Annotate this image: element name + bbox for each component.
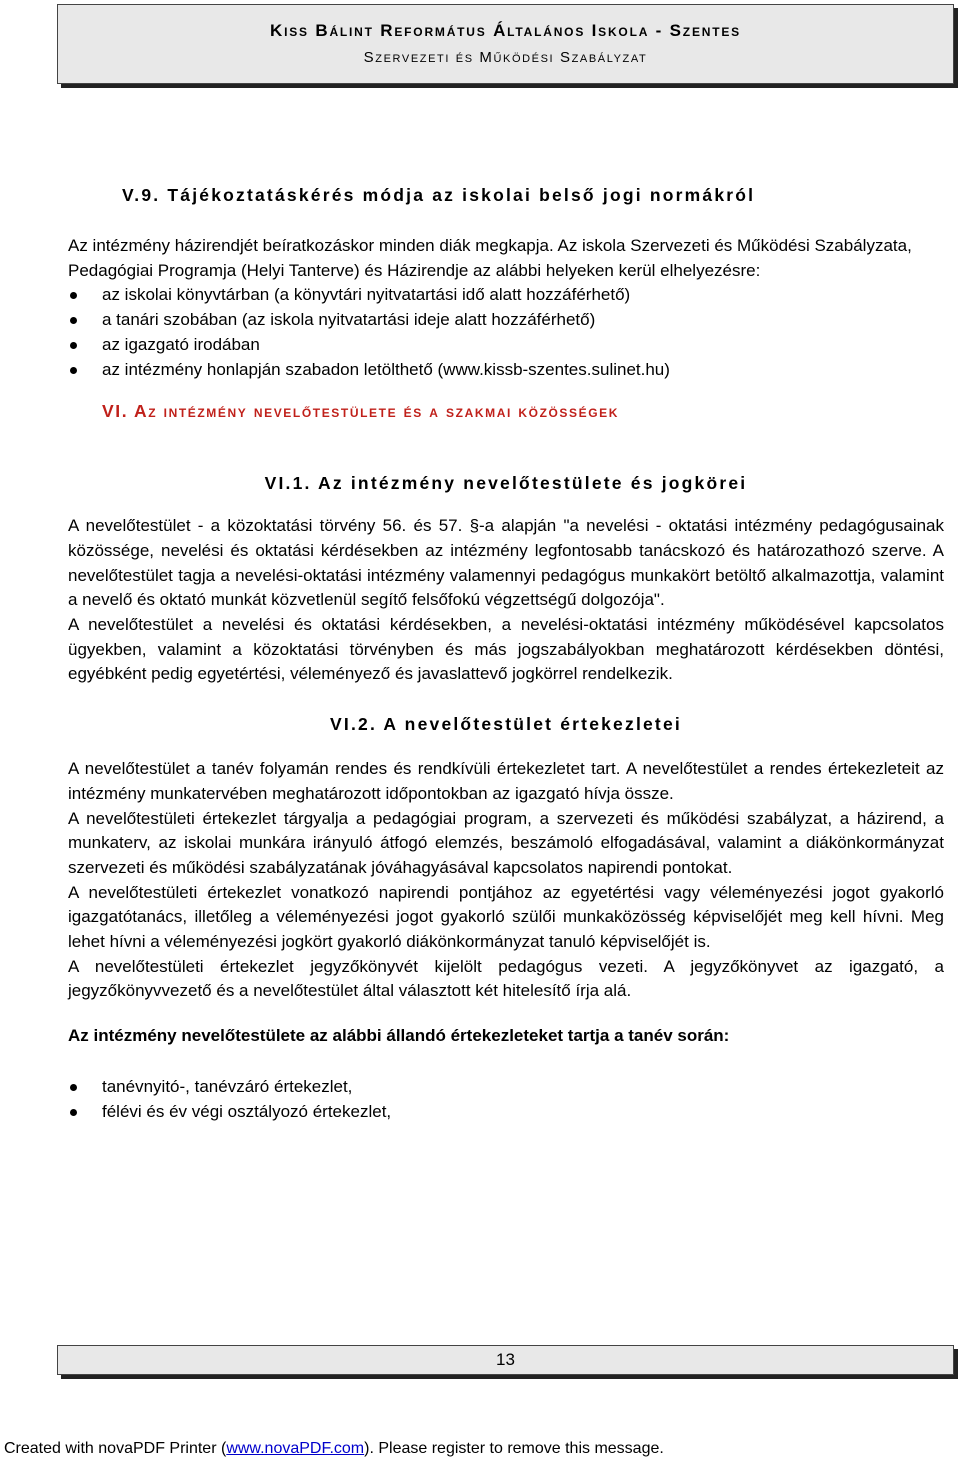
page-number: 13 (496, 1350, 515, 1369)
list-item: félévi és év végi osztályozó értekezlet, (68, 1100, 944, 1125)
bullet-icon (70, 1084, 77, 1091)
bullet-icon (70, 292, 77, 299)
list-item: az iskolai könyvtárban (a könyvtári nyitvatartási idő alatt hozzáférhető) (68, 283, 944, 308)
header-subtitle: Szervezeti és Működési Szabályzat (363, 49, 648, 66)
list-item: az igazgató irodában (68, 333, 944, 358)
header-title: Kiss Bálint Református Általános Iskola - Szentes (270, 21, 741, 40)
standing-meetings-heading: Az intézmény nevelőtestülete az alábbi állandó értekezleteket tartja a tanév során: (68, 1026, 730, 1046)
list-item: tanévnyitó-, tanévzáró értekezlet, (68, 1075, 944, 1100)
bullet-icon (70, 367, 77, 374)
section-heading-vi1: VI.1. Az intézmény nevelőtestülete és jogkörei (264, 473, 748, 494)
chapter-heading-vi: VI. Az intézmény nevelőtestülete és a szakmai közösségek (102, 401, 620, 422)
list-item: az intézmény honlapján szabadon letölthető (www.kissb-szentes.sulinet.hu) (68, 358, 944, 383)
meeting-list (68, 1075, 944, 1124)
paragraph-vi2-1: A nevelőtestület a tanév folyamán rendes és rendkívüli értekezletet tart. A nevelőtestület a rendes értekezleteit az intézmény munkatervében meghatározott időpontokban az igazgató hívja össze. (68, 759, 944, 803)
bullet-icon (70, 1109, 77, 1116)
bullet-icon (70, 317, 77, 324)
novapdf-link[interactable]: www.novaPDF.com (226, 1440, 365, 1457)
paragraph-vi1-2: A nevelőtestület a nevelési és oktatási kérdésekben, a nevelési-oktatási intézmény működésével kapcsolatos ügyekben, valamint a közoktatási törvényben és más jogszabályokban meghatározott kérdésekben döntési, egyébként pedig egyetértési, véleményező és javaslattevő jogkörrel rendelkezik. (68, 615, 944, 684)
page-header (57, 4, 954, 84)
section-heading-v9: V.9. Tájékoztatáskérés módja az iskolai belső jogi normákról (122, 185, 756, 205)
paragraph-vi2-4: A nevelőtestületi értekezlet jegyzőkönyvét kijelölt pedagógus vezeti. A jegyzőkönyvet az igazgató, a jegyzőkönyvvezető és a nevelőtestület által választott két hitelesítő írja alá. (68, 956, 944, 1001)
page-footer (57, 1345, 954, 1375)
document-body (68, 180, 944, 1124)
list-item: a tanári szobában (az iskola nyitvatartási ideje alatt hozzáférhető) (68, 308, 944, 333)
bullet-icon (70, 342, 77, 349)
paragraph-vi2-3: A nevelőtestületi értekezlet vonatkozó napirendi pontjához az egyetértési vagy véleményezési jogot gyakorló igazgatótanács, illetőleg a véleményezési jogot gyakorló szülői munkaközösség képviselőjét meg kell hívni. Meg lehet hívni a véleményezési jogkört gyakorló diákönkormányzat tanuló képviselőjét is. (68, 882, 944, 952)
section-heading-vi2: VI.2. A nevelőtestület értekezletei (330, 714, 682, 735)
location-list (68, 283, 944, 382)
novapdf-notice: Created with novaPDF Printer (www.novaPDF.com). Please register to remove this message. (4, 1440, 664, 1457)
paragraph-v9-intro: Az intézmény házirendjét beíratkozáskor minden diák megkapja. Az iskola Szervezeti és Működési Szabályzata, Pedagógiai Programja (Helyi Tanterve) és Házirendje az alábbi helyeken kerül elhelyezésre: (68, 236, 912, 280)
paragraph-vi2-2: A nevelőtestületi értekezlet tárgyalja a pedagógiai program, a szervezeti és működési szabályzat, a házirend, a munkaterv, az iskolai munkára irányuló átfogó elemzés, beszámoló elfogadásával, valamint a diákönkormányzat szervezeti és működési szabályzatának jóváhagyásával kapcsolatos napirendi pontokat. (68, 808, 944, 877)
paragraph-vi1-1: A nevelőtestület - a közoktatási törvény 56. és 57. §-a alapján "a nevelési - oktatási intézmény pedagógusainak közössége, nevelési és oktatási kérdésekben az intézmény legfontosabb tanácskozó és határozathozó szerve. A nevelőtestület tagja a nevelési-oktatási intézmény valamennyi pedagógus munkakört betöltő alkalmazottja, valamint a nevelő és oktató munkát közvetlenül segítő felsőfokú végzettségű dolgozója". (68, 516, 944, 610)
